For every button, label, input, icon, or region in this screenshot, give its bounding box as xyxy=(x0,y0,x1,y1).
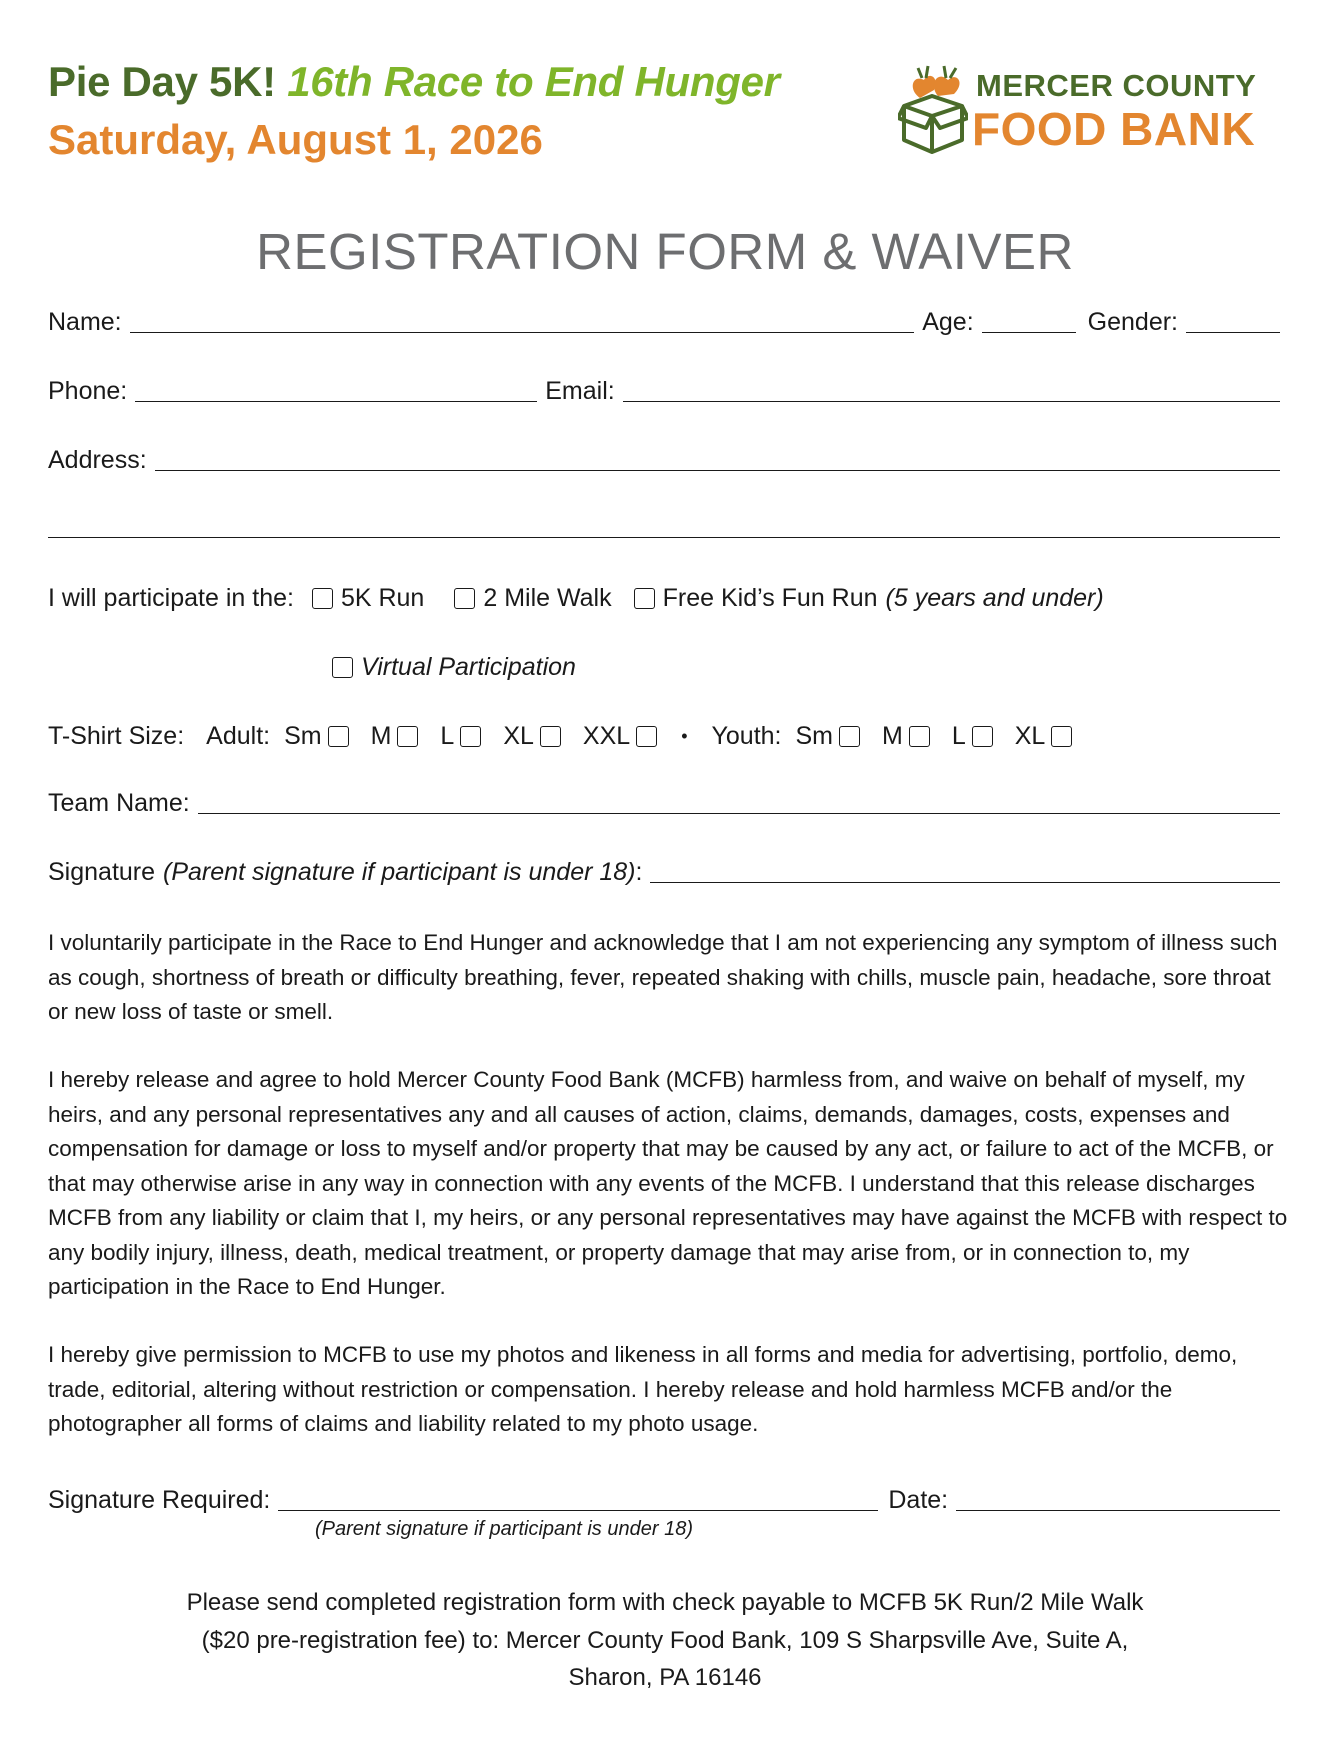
option-kids-fun-run[interactable] xyxy=(634,584,1104,613)
tshirt-label: T-Shirt Size: xyxy=(48,722,185,750)
name-field[interactable] xyxy=(130,331,915,333)
5k-run-checkbox[interactable] xyxy=(312,588,333,609)
signature-row xyxy=(48,858,1280,887)
address-row-2 xyxy=(48,518,1280,542)
virtual-row xyxy=(332,653,576,682)
adult-size-xxl-checkbox[interactable] xyxy=(636,726,657,747)
mailing-instructions xyxy=(0,1584,1330,1697)
signature-note: (Parent signature if participant is under 18) xyxy=(163,858,636,886)
food-bank-logo xyxy=(898,60,1290,160)
email-label: Email: xyxy=(545,377,615,405)
event-heading xyxy=(48,58,780,106)
waiver-paragraph-photo: I hereby give permission to MCFB to use my photos and likeness in all forms and media for advertising, portfolio, demo, trade, editorial, altering without restriction or compensation. I hereby release and hold harmless MCFB and/or the photographer all forms of claims and liability related to my photo usage. xyxy=(48,1342,1238,1436)
tshirt-row xyxy=(48,722,1094,751)
participation-row xyxy=(48,584,1104,613)
gender-field[interactable] xyxy=(1186,331,1280,333)
adult-size-m-label: M xyxy=(370,722,392,750)
participation-label: I will participate in the: xyxy=(48,584,294,612)
logo-line2: FOOD BANK xyxy=(972,103,1256,155)
adult-size-xxl[interactable] xyxy=(583,722,657,751)
virtual-label: Virtual Participation xyxy=(361,653,576,681)
adult-size-xl-checkbox[interactable] xyxy=(540,726,561,747)
kids-fun-run-note: (5 years and under) xyxy=(885,584,1104,612)
kids-fun-run-checkbox[interactable] xyxy=(634,588,655,609)
signature-colon: : xyxy=(635,858,643,886)
size-separator: • xyxy=(681,726,688,746)
option-5k-run[interactable] xyxy=(312,584,424,613)
adult-size-sm-label: Sm xyxy=(284,722,322,750)
signature-required-field[interactable] xyxy=(278,1509,878,1511)
signature-required-label: Signature Required: xyxy=(48,1486,271,1514)
5k-run-label: 5K Run xyxy=(340,584,425,612)
adult-size-sm-checkbox[interactable] xyxy=(328,726,349,747)
food-box-icon xyxy=(898,60,968,160)
team-label: Team Name: xyxy=(48,789,190,817)
phone-label: Phone: xyxy=(48,377,128,405)
signature-required-row xyxy=(48,1486,1280,1515)
adult-size-sm[interactable] xyxy=(284,722,349,751)
email-field[interactable] xyxy=(623,400,1280,402)
youth-size-xl-checkbox[interactable] xyxy=(1051,726,1072,747)
adult-size-m[interactable] xyxy=(371,722,419,751)
address-field-line2[interactable] xyxy=(48,536,1280,538)
footer-line3: Sharon, PA 16146 xyxy=(568,1664,762,1691)
youth-size-l-label: L xyxy=(951,722,966,750)
youth-size-m[interactable] xyxy=(882,722,930,751)
adult-size-m-checkbox[interactable] xyxy=(397,726,418,747)
option-2-mile-walk[interactable] xyxy=(454,584,611,613)
phone-field[interactable] xyxy=(135,400,537,402)
adult-size-xl[interactable] xyxy=(503,722,561,751)
date-field[interactable] xyxy=(956,1509,1280,1511)
kids-fun-run-label: Free Kid’s Fun Run xyxy=(662,584,878,612)
name-label: Name: xyxy=(48,308,122,336)
youth-size-l-checkbox[interactable] xyxy=(972,726,993,747)
youth-size-l[interactable] xyxy=(952,722,993,751)
address-label: Address: xyxy=(48,446,147,474)
team-row xyxy=(48,789,1280,818)
youth-size-xl[interactable] xyxy=(1015,722,1073,751)
adult-size-l-label: L xyxy=(440,722,455,750)
adult-size-l-checkbox[interactable] xyxy=(460,726,481,747)
signature-field[interactable] xyxy=(650,881,1280,883)
option-virtual[interactable] xyxy=(332,653,576,682)
age-label: Age: xyxy=(922,308,974,336)
footer-line2: ($20 pre-registration fee) to: Mercer County Food Bank, 109 S Sharpsville Ave, Suite A, xyxy=(201,1626,1129,1654)
signature-required-note: (Parent signature if participant is under 18) xyxy=(315,1518,693,1540)
youth-size-m-checkbox[interactable] xyxy=(909,726,930,747)
logo-line1: MERCER COUNTY xyxy=(976,68,1257,103)
youth-size-xl-label: XL xyxy=(1014,722,1046,750)
race-name: 16th Race to End Hunger xyxy=(287,58,780,105)
event-date: Saturday, August 1, 2026 xyxy=(48,116,543,163)
adult-size-l[interactable] xyxy=(440,722,481,751)
address-field-line1[interactable] xyxy=(155,469,1280,471)
age-field[interactable] xyxy=(982,331,1076,333)
waiver-paragraph-health: I voluntarily participate in the Race to End Hunger and acknowledge that I am not experiencing any symptom of illness such as cough, shortness of breath or difficulty breathing, fever, repeated shaking with chills, muscle pain, headache, sore throat or new loss of taste or smell. xyxy=(48,930,1278,1024)
youth-size-sm[interactable] xyxy=(795,722,860,751)
youth-size-sm-checkbox[interactable] xyxy=(839,726,860,747)
youth-size-m-label: M xyxy=(881,722,903,750)
2-mile-walk-checkbox[interactable] xyxy=(454,588,475,609)
youth-label: Youth: xyxy=(711,722,782,750)
event-name: Pie Day 5K! xyxy=(48,58,276,105)
signature-label: Signature xyxy=(48,858,156,886)
youth-size-sm-label: Sm xyxy=(795,722,833,750)
gender-label: Gender: xyxy=(1087,308,1178,336)
adult-size-xl-label: XL xyxy=(503,722,534,750)
name-row xyxy=(48,308,1280,337)
date-label: Date: xyxy=(888,1486,949,1514)
adult-size-xxl-label: XXL xyxy=(582,722,631,750)
adult-label: Adult: xyxy=(206,722,271,750)
waiver-paragraph-release: I hereby release and agree to hold Mercer County Food Bank (MCFB) harmless from, and waive on behalf of myself, my heirs, and any personal representatives any and all causes of action, claims, demands, damages, costs, expenses and compensation for damage or loss to myself and/or property that may be caused by any act, or failure to act of the MCFB, or that may otherwise arise in any way in connection with any events of the MCFB. I understand that this release discharges MCFB from any liability or claim that I, my heirs, or any personal representatives may have against the MCFB with respect to any bodily injury, illness, death, medical treatment, or property damage that may arise from, or in connection to, my participation in the Race to End Hunger. xyxy=(48,1067,1288,1299)
virtual-checkbox[interactable] xyxy=(332,657,353,678)
address-row xyxy=(48,446,1280,475)
footer-line1: Please send completed registration form with check payable to MCFB 5K Run/2 Mile Walk xyxy=(186,1589,1144,1616)
contact-row xyxy=(48,377,1280,406)
form-title: REGISTRATION FORM & WAIVER xyxy=(256,223,1074,280)
2-mile-walk-label: 2 Mile Walk xyxy=(483,584,612,612)
team-field[interactable] xyxy=(198,812,1280,814)
